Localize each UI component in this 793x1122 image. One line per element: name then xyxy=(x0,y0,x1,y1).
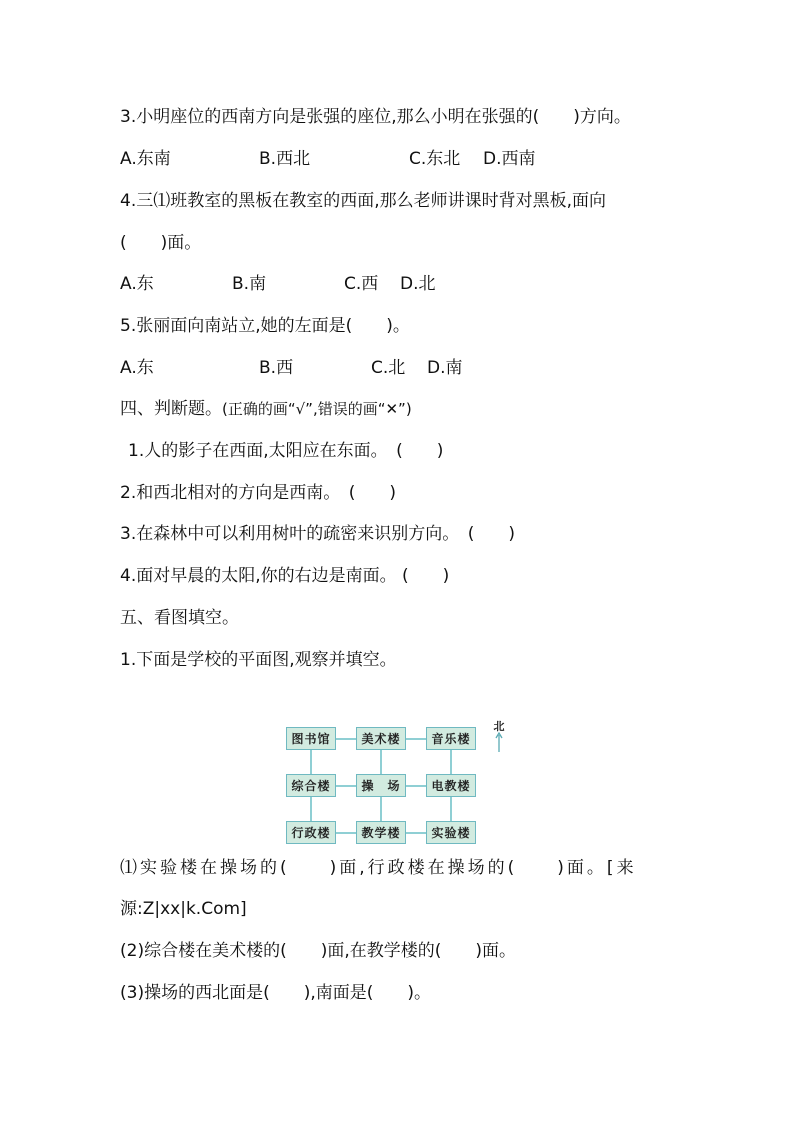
map-question-1-line-2: 源:Z|xx|k.Com] xyxy=(120,899,247,919)
question-4-line-2: ( )面。 xyxy=(120,233,202,253)
section-4-title: 四、判断题。 xyxy=(120,399,222,419)
section-4-heading xyxy=(120,398,412,420)
judge-item-3: 3.在森林中可以利用树叶的疏密来识别方向。 ( ) xyxy=(120,524,515,544)
building-comprehensive: 综合楼 xyxy=(286,774,336,797)
building-playground: 操 场 xyxy=(356,774,406,797)
option-a: A.东 xyxy=(120,358,154,378)
question-3: 3.小明座位的西南方向是张强的座位,那么小明在张强的( )方向。 xyxy=(120,107,631,127)
building-lab: 实验楼 xyxy=(426,821,476,844)
building-admin: 行政楼 xyxy=(286,821,336,844)
section-4-note: (正确的画“√”,错误的画“✕”) xyxy=(222,400,412,418)
building-library: 图书馆 xyxy=(286,727,336,750)
question-5: 5.张丽面向南站立,她的左面是( )。 xyxy=(120,316,410,336)
option-d: D.西南 xyxy=(483,149,536,169)
campus-map xyxy=(286,723,476,845)
option-a: A.东南 xyxy=(120,149,171,169)
map-question-2: (2)综合楼在美术楼的( )面,在教学楼的( )面。 xyxy=(120,941,517,961)
question-4-line-1: 4.三⑴班教室的黑板在教室的西面,那么老师讲课时背对黑板,面向 xyxy=(120,191,607,211)
option-c: C.北 xyxy=(371,358,406,378)
option-b: B.南 xyxy=(232,274,267,294)
option-b: B.西北 xyxy=(259,149,311,169)
option-a: A.东 xyxy=(120,274,154,294)
judge-item-1: 1.人的影子在西面,太阳应在东面。 ( ) xyxy=(128,441,444,461)
option-c: C.东北 xyxy=(409,149,461,169)
north-indicator xyxy=(492,718,506,754)
map-question-1-line-1: ⑴实验楼在操场的( )面,行政楼在操场的( )面。[来 xyxy=(120,858,637,878)
building-teaching: 教学楼 xyxy=(356,821,406,844)
judge-item-2: 2.和西北相对的方向是西南。 ( ) xyxy=(120,483,396,503)
north-arrow-icon xyxy=(495,732,503,752)
option-d: D.南 xyxy=(427,358,463,378)
section-5-intro: 1.下面是学校的平面图,观察并填空。 xyxy=(120,650,397,670)
section-5-title: 五、看图填空。 xyxy=(120,608,239,628)
building-music: 音乐楼 xyxy=(426,727,476,750)
map-question-3: (3)操场的西北面是( ),南面是( )。 xyxy=(120,983,432,1003)
judge-item-4: 4.面对早晨的太阳,你的右边是南面。 ( ) xyxy=(120,566,450,586)
option-c: C.西 xyxy=(344,274,379,294)
building-av: 电教楼 xyxy=(426,774,476,797)
north-label: 北 xyxy=(493,720,505,733)
building-art: 美术楼 xyxy=(356,727,406,750)
option-b: B.西 xyxy=(259,358,294,378)
option-d: D.北 xyxy=(400,274,436,294)
